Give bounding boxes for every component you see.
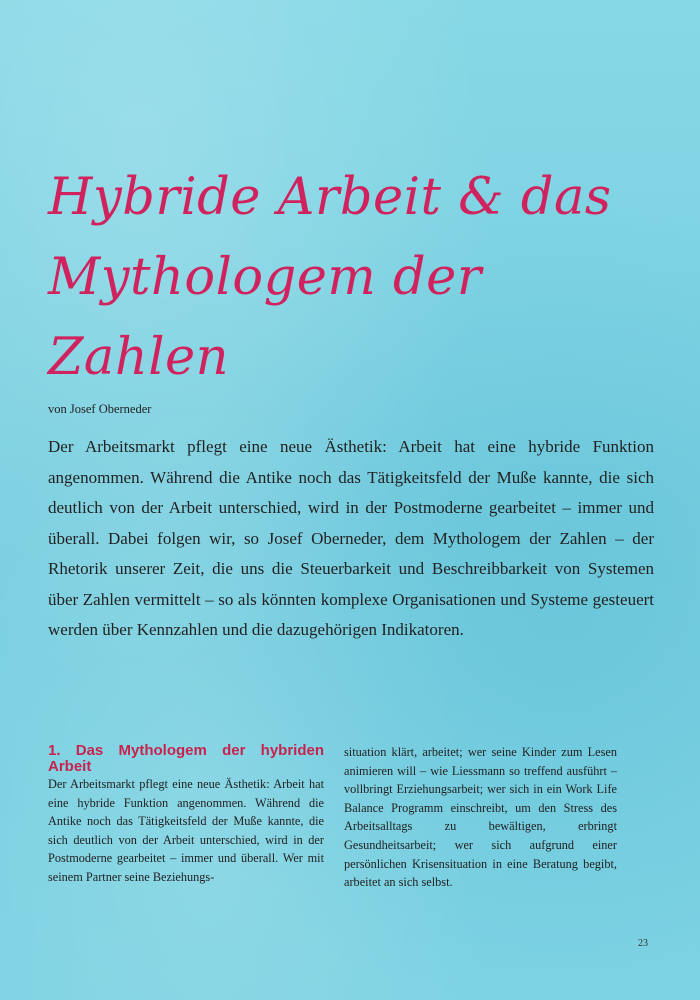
body-text-right: situation klärt, arbeitet; wer seine Kinder zum Lesen animieren will – wie Liessmann so treffend ausführt – vollbringt Erziehungsarbeit; wer sich in ein Work Life Balance Programm einschreibt, um den Stress des Arbeitsalltags zu bewältigen, erbringt Gesundheitsarbeit; wer sich aufgrund einer persönlichen Krisensituation in eine Beratung begibt, arbeitet an sich selbst. [344, 745, 617, 890]
body-column-right [344, 743, 617, 892]
body-text-left: Der Arbeitsmarkt pflegt eine neue Ästhetik: Arbeit hat eine hybride Funktion angenommen. Während die Antike noch das Tätigkeitsfeld der Muße kannte, die sich deutlich von der Arbeit unterschied, wird in der Postmoderne gearbeitet – immer und überall. Wer mit seinem Partner seine Beziehungs- [48, 777, 324, 884]
author-byline: von Josef Oberneder [48, 402, 152, 416]
article-title: Hybride Arbeit & das Mythologem der Zahlen [48, 168, 612, 387]
lead-paragraph: Der Arbeitsmarkt pflegt eine neue Ästhetik: Arbeit hat eine hybride Funktion angenommen. Während die Antike noch das Tätigkeitsfeld der Muße kannte, die sich deutlich von der Arbeit unterschied, wird in der Postmoderne gearbeitet – immer und überall. Dabei folgen wir, so Josef Oberneder, dem Mythologem der Zahlen – der Rhetorik unserer Zeit, die uns die Steuerbarkeit und Beschreibbarkeit von Systemen über Zahlen vermittelt – so als könnten komplexe Organisationen und Systeme gesteuert werden über Kennzahlen und die dazugehörigen Indikatoren. [48, 437, 654, 639]
page-number: 23 [638, 938, 648, 949]
section-heading: 1. Das Mythologem der hybriden Arbeit [48, 742, 324, 775]
body-column-left [48, 743, 324, 887]
